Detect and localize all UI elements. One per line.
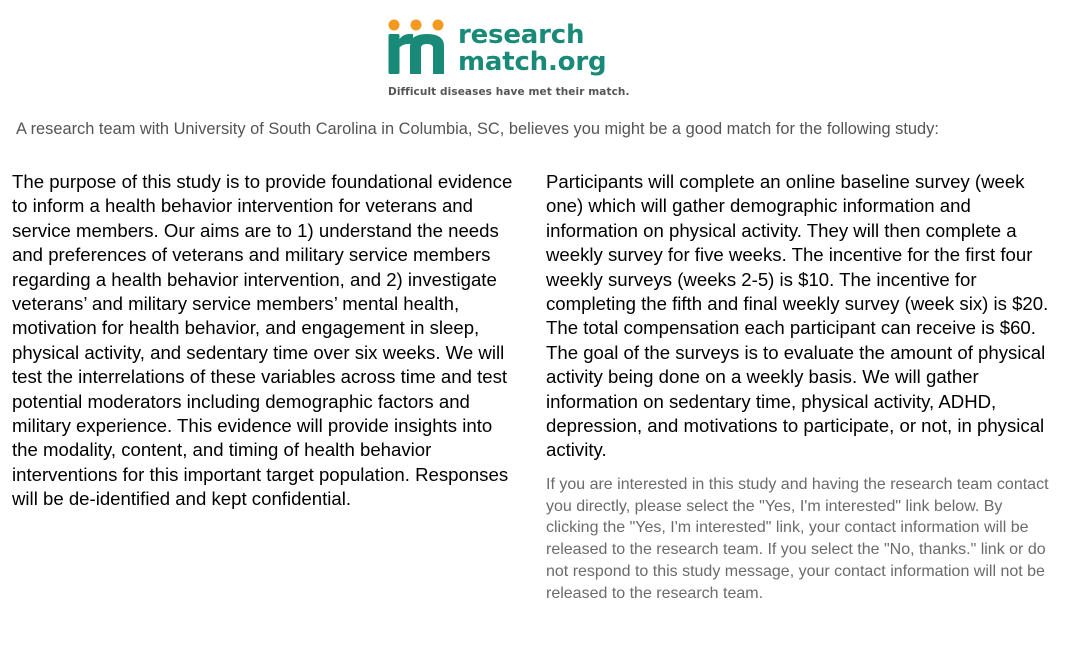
participation-details-text: Participants will complete an online baseline survey (week one) which will gather demographic information and information on physical activity. They will then complete a weekly survey for five weeks. The incentive for the first four weekly surveys (weeks 2-5) is $10. The incentive for completing the fifth and final weekly survey (week six) is $20. The total compensation each participant can receive is $60. The goal of the surveys is to evaluate the amount of physical activity being done on a weekly basis. We will gather information on sedentary time, physical activity, ADHD, depression, and motivations to participate, or not, in physical activity. xyxy=(546,171,1049,461)
study-purpose-text: The purpose of this study is to provide foundational evidence to inform a health behavior intervention for veterans and service members. Our aims are to 1) understand the needs and preferences of veterans and military service members regarding a health behavior intervention, and 2) investigate veterans’ and military service members’ mental health, motivation for health behavior, and engagement in sleep, physical activity, and sedentary time over six weeks. We will test the interrelations of these variables across time and test potential moderators including demographic factors and military experience. This evidence will provide insights into the modality, content, and timing of health behavior interventions for this important target population. Responses will be de-identified and kept confidential. xyxy=(12,171,513,510)
logo-word-research: research xyxy=(458,20,585,50)
participation-details-column xyxy=(546,170,1056,605)
contact-consent-notice: If you are interested in this study and having the research team contact you directly, please select the "Yes, I'm interested" link below. By clicking the "Yes, I'm interested" link, your contact information will be released to the research team. If you select the "No, thanks." link or do not respond to this study message, your contact information will not be released to the research team. xyxy=(546,475,1049,602)
researchmatch-logo-icon xyxy=(386,18,450,78)
researchmatch-logo xyxy=(386,18,630,100)
logo-word-match: match.org xyxy=(458,47,607,77)
study-purpose-column xyxy=(12,170,518,512)
intro-text: A research team with University of South Carolina in Columbia, SC, believes you might be a good match for the following study: xyxy=(16,120,939,138)
logo-tagline: Difficult diseases have met their match. xyxy=(388,86,630,98)
